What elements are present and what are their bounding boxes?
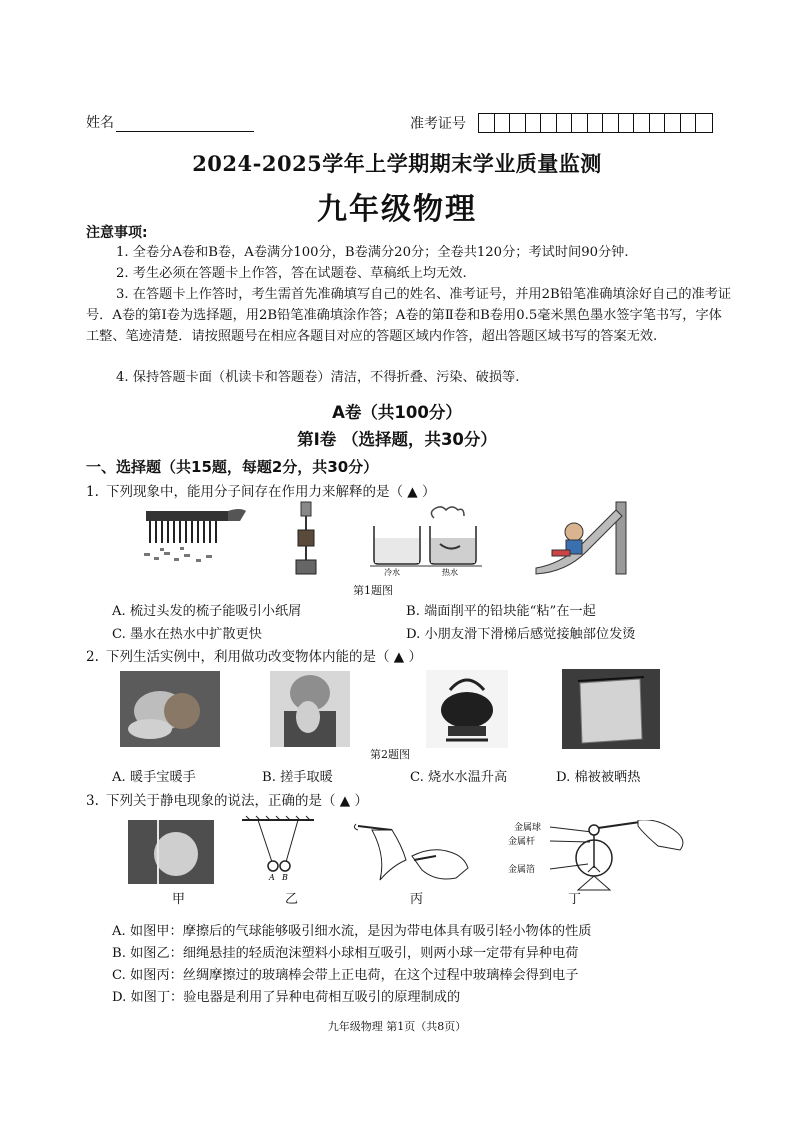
question-number: 3.	[86, 793, 99, 809]
q2-option-d: D. 棉被被晒热	[556, 770, 641, 785]
ball-b-label: B	[282, 873, 288, 882]
figure-3-label-jia: 甲	[172, 892, 186, 907]
notice-item-2: 2. 考生必须在答题卡上作答，答在试题卷、草稿纸上均无效.	[116, 266, 467, 281]
slide-figure	[530, 498, 642, 576]
q1-option-c: C. 墨水在热水中扩散更快	[112, 627, 262, 642]
exam-id-box	[557, 114, 573, 132]
kettle-photo	[426, 670, 508, 748]
exam-id-box	[681, 114, 697, 132]
q3-option-b: B. 如图乙：细绳悬挂的轻质泡沫塑料小球相互吸引，则两小球一定带有异种电荷	[112, 946, 579, 961]
q2-option-c: C. 烧水水温升高	[410, 770, 508, 785]
name-label: 姓名	[86, 115, 114, 131]
q2-option-b: B. 搓手取暖	[262, 770, 333, 785]
page-footer: 九年级物理 第1页（共8页）	[327, 1020, 467, 1033]
figure-1-caption: 第1题图	[353, 584, 393, 597]
q3-option-d: D. 如图丁：验电器是利用了异种电荷相互吸引的原理制成的	[112, 990, 461, 1005]
notice-item-3: 3. 在答题卡上作答时，考生需首先准确填写自己的姓名、准考证号，并用2B铅笔准确填涂好自己的准考证号．A卷的第Ⅰ卷为选择题，用2B铅笔准确填涂作答；A卷的第Ⅱ卷和B卷用0.5毫米黑色墨水签字笔书写，字体工整、笔迹清楚．请按照题号在相应各题目对应的答题区域内作答，超出答题区域书写的答案无效.	[86, 287, 732, 344]
figure-2-caption: 第2题图	[370, 748, 410, 761]
electroscope-figure	[508, 820, 692, 892]
exam-id-box	[588, 114, 604, 132]
comb-paper-figure	[136, 505, 248, 567]
exam-id-field	[410, 113, 713, 133]
glass-rod-figure	[352, 816, 472, 888]
exam-id-box	[572, 114, 588, 132]
metal-foil-label: 金属箔	[508, 865, 536, 875]
question-text: 下列现象中，能用分子间存在作用力来解释的是（ ▲ ）	[106, 484, 436, 500]
name-blank-line	[116, 117, 254, 132]
section-volume-i: 第I卷 （选择题，共30分）	[297, 430, 497, 449]
question-text: 下列关于静电现象的说法，正确的是（ ▲ ）	[106, 793, 368, 809]
exam-id-label: 准考证号	[410, 116, 466, 132]
question-number: 1.	[86, 484, 99, 500]
exam-id-box	[526, 114, 542, 132]
question-3-stem	[86, 789, 368, 809]
lead-blocks-figure	[290, 500, 322, 578]
notice-item-1: 1. 全卷分A卷和B卷，A卷满分100分，B卷满分20分；全卷共120分；考试时间90分钟.	[116, 245, 629, 260]
metal-ball-label: 金属球	[514, 823, 542, 833]
exam-title: 2024-2025学年上学期期末学业质量监测	[192, 151, 602, 176]
notice-heading: 注意事项:	[86, 225, 148, 241]
question-2-stem	[86, 645, 422, 665]
name-field	[86, 112, 254, 132]
exam-id-box	[603, 114, 619, 132]
exam-id-box	[634, 114, 650, 132]
rubbing-hands-photo	[270, 671, 350, 747]
figure-3-label-bing: 丙	[410, 892, 424, 907]
q3-option-a: A. 如图甲：摩擦后的气球能够吸引细水流，是因为带电体具有吸引轻小物体的性质	[112, 924, 592, 939]
quilt-photo	[562, 669, 660, 749]
exam-id-box	[619, 114, 635, 132]
exam-id-box	[665, 114, 681, 132]
balloon-water-figure	[128, 820, 214, 884]
exam-id-box	[541, 114, 557, 132]
cold-water-label: 冷水	[384, 568, 400, 576]
figure-3-label-ding: 丁	[568, 892, 582, 907]
question-text: 下列生活实例中，利用做功改变物体内能的是（ ▲ ）	[106, 649, 422, 665]
subject-title: 九年级物理	[317, 192, 477, 227]
q1-option-b: B. 端面削平的铅块能“粘”在一起	[406, 604, 596, 619]
part-one-heading: 一、选择题（共15题，每题2分，共30分）	[86, 458, 379, 476]
q1-option-d: D. 小朋友滑下滑梯后感觉接触部位发烫	[406, 627, 636, 642]
beakers-figure	[370, 504, 486, 576]
section-a-volume: A卷（共100分）	[332, 403, 462, 422]
hand-warmer-photo	[120, 671, 220, 747]
metal-rod-label: 金属杆	[508, 837, 536, 847]
question-number: 2.	[86, 649, 99, 665]
ball-a-label: A	[269, 873, 275, 882]
exam-id-box	[495, 114, 511, 132]
q2-option-a: A. 暖手宝暖手	[112, 770, 196, 785]
figure-3-label-yi: 乙	[285, 892, 299, 907]
q3-option-c: C. 如图丙：丝绸摩擦过的玻璃棒会带上正电荷，在这个过程中玻璃棒会得到电子	[112, 968, 579, 983]
hot-water-label: 热水	[442, 568, 458, 576]
hanging-balls-figure	[238, 814, 318, 882]
exam-id-box	[650, 114, 666, 132]
exam-id-box	[479, 114, 495, 132]
exam-id-box	[510, 114, 526, 132]
question-1-stem	[86, 480, 435, 500]
notice-item-4: 4. 保持答题卡面（机读卡和答题卷）清洁，不得折叠、污染、破损等.	[116, 370, 520, 385]
exam-id-boxes	[478, 113, 713, 133]
q1-option-a: A. 梳过头发的梳子能吸引小纸屑	[112, 604, 302, 619]
exam-id-box	[696, 114, 712, 132]
